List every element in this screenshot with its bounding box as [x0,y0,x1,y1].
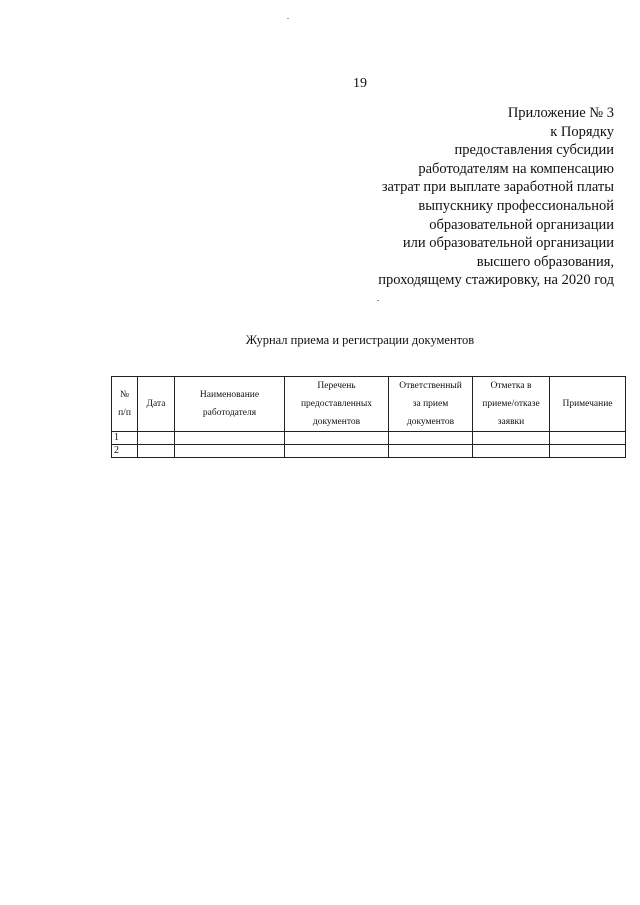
table-row [112,445,626,458]
column-header-documents-list: Перечень предоставленных документов [285,377,389,432]
table-cell [550,432,626,445]
appendix-line: к Порядку [550,123,614,140]
appendix-header [284,104,614,290]
column-header-note: Примечание [550,377,626,432]
table-cell [389,445,473,458]
row-number-cell: 1 [112,432,138,445]
table-row [112,432,626,445]
column-header-responsible: Ответственный за прием документов [389,377,473,432]
appendix-line: затрат при выплате заработной платы [381,179,614,196]
appendix-line: выпускнику профессиональной [418,197,614,214]
table-cell [285,445,389,458]
table-cell [175,432,285,445]
table-cell [550,445,626,458]
row-number-cell: 2 [112,445,138,458]
journal-table [111,376,626,458]
table-cell [473,432,550,445]
column-header-employer: Наименование работодателя [175,377,285,432]
column-header-acceptance-mark: Отметка в приеме/отказе заявки [473,377,550,432]
appendix-line: предоставления субсидии [454,142,614,159]
column-header-date: Дата [138,377,175,432]
appendix-line: образовательной организации [429,216,614,233]
scan-speck [377,300,379,301]
page-number: 19 [353,76,367,91]
journal-title: Журнал приема и регистрации документов [245,333,475,347]
appendix-line: Приложение № 3 [507,105,614,121]
appendix-line: высшего образования, [476,253,614,270]
table-cell [389,432,473,445]
column-header-number: № п/п [112,377,138,432]
scan-speck [287,18,289,19]
appendix-line: или образовательной организации [402,235,614,252]
table-cell [175,445,285,458]
table-cell [285,432,389,445]
table-cell [138,432,175,445]
journal-header-row [112,377,626,432]
table-cell [138,445,175,458]
appendix-line: работодателям на компенсацию [418,160,614,177]
table-cell [473,445,550,458]
appendix-line: проходящему стажировку, на 2020 год [378,272,614,289]
